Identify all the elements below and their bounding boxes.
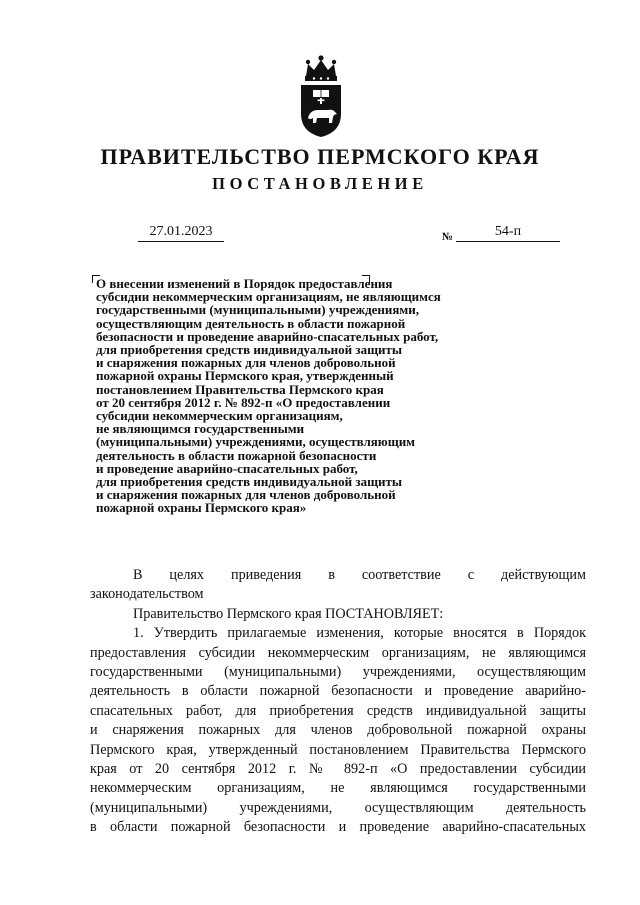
body-line: деятельность в области пожарной безопасности и проведение аварийно- [90,683,586,700]
subject-line: субсидии некоммерческим организациям, [96,408,343,424]
subject-line: для приобретения средств индивидуальной защиты [96,474,403,490]
body-line: и снаряжения пожарных для членов добровольной пожарной охраны [90,722,586,739]
body-line: законодательством [90,586,204,603]
subject-line: и снаряжения пожарных для членов добровольной [96,487,396,503]
subject-line: постановлением Правительства Пермского края [96,381,384,397]
body-line: в области пожарной безопасности и проведение аварийно-спасательных [90,819,586,836]
subject-line: пожарной охраны Пермского края, утвержденный [96,368,394,384]
body-line: края от 20 сентября 2012 г. № 892-п «О предоставлении субсидии [90,761,586,778]
body-line: 1. Утвердить прилагаемые изменения, которые вносятся в Порядок [133,625,586,642]
document-type: ПОСТАНОВЛЕНИЕ [212,174,428,193]
subject-line: для приобретения средств индивидуальной защиты [96,342,403,358]
subject-line: и снаряжения пожарных для членов добровольной [96,355,396,371]
subject-line: не являющимся государственными [96,421,305,437]
body-line: некоммерческим организациям, не являющимся государственными [90,780,586,797]
subject-line: осуществляющим деятельность в области пожарной [96,315,406,331]
document-subject [96,277,516,515]
body-line: В целях приведения в соответствие с действующим [133,567,586,583]
subject-line: субсидии некоммерческим организациям, не являющимся [96,289,441,305]
subject-line: от 20 сентября 2012 г. № 892-п «О предоставлении [96,394,391,410]
coat-of-arms-icon [298,54,344,138]
government-title: ПРАВИТЕЛЬСТВО ПЕРМСКОГО КРАЯ [100,144,540,169]
body-line: Правительство Пермского края ПОСТАНОВЛЯЕТ: [133,605,444,622]
subject-line: и проведение аварийно-спасательных работ, [96,460,358,476]
body-line: спасательных работ, для приобретения средств индивидуальной защиты [90,702,586,719]
document-number: 54-п [456,224,560,242]
body-line: предоставления субсидии некоммерческим организациям, не являющимся [90,644,586,661]
document-date: 27.01.2023 [138,224,224,242]
subject-line: государственными (муниципальными) учреждениями, [96,302,420,318]
subject-line: деятельность в области пожарной безопасности [96,447,377,463]
subject-line: О внесении изменений в Порядок предоставления [96,276,393,291]
number-label: № [442,231,454,243]
subject-line: безопасности и проведение аварийно-спасательных работ, [96,328,439,344]
document-body [90,566,586,838]
subject-line: пожарной охраны Пермского края» [96,500,307,516]
subject-line: (муниципальными) учреждениями, осуществляющим [96,434,416,450]
body-line: (муниципальными) учреждениями, осуществляющим деятельность [90,799,586,816]
body-line: Пермского края, утвержденный постановлением Правительства Пермского [90,741,586,758]
body-line: государственными (муниципальными) учреждениями, осуществляющим [90,664,586,681]
